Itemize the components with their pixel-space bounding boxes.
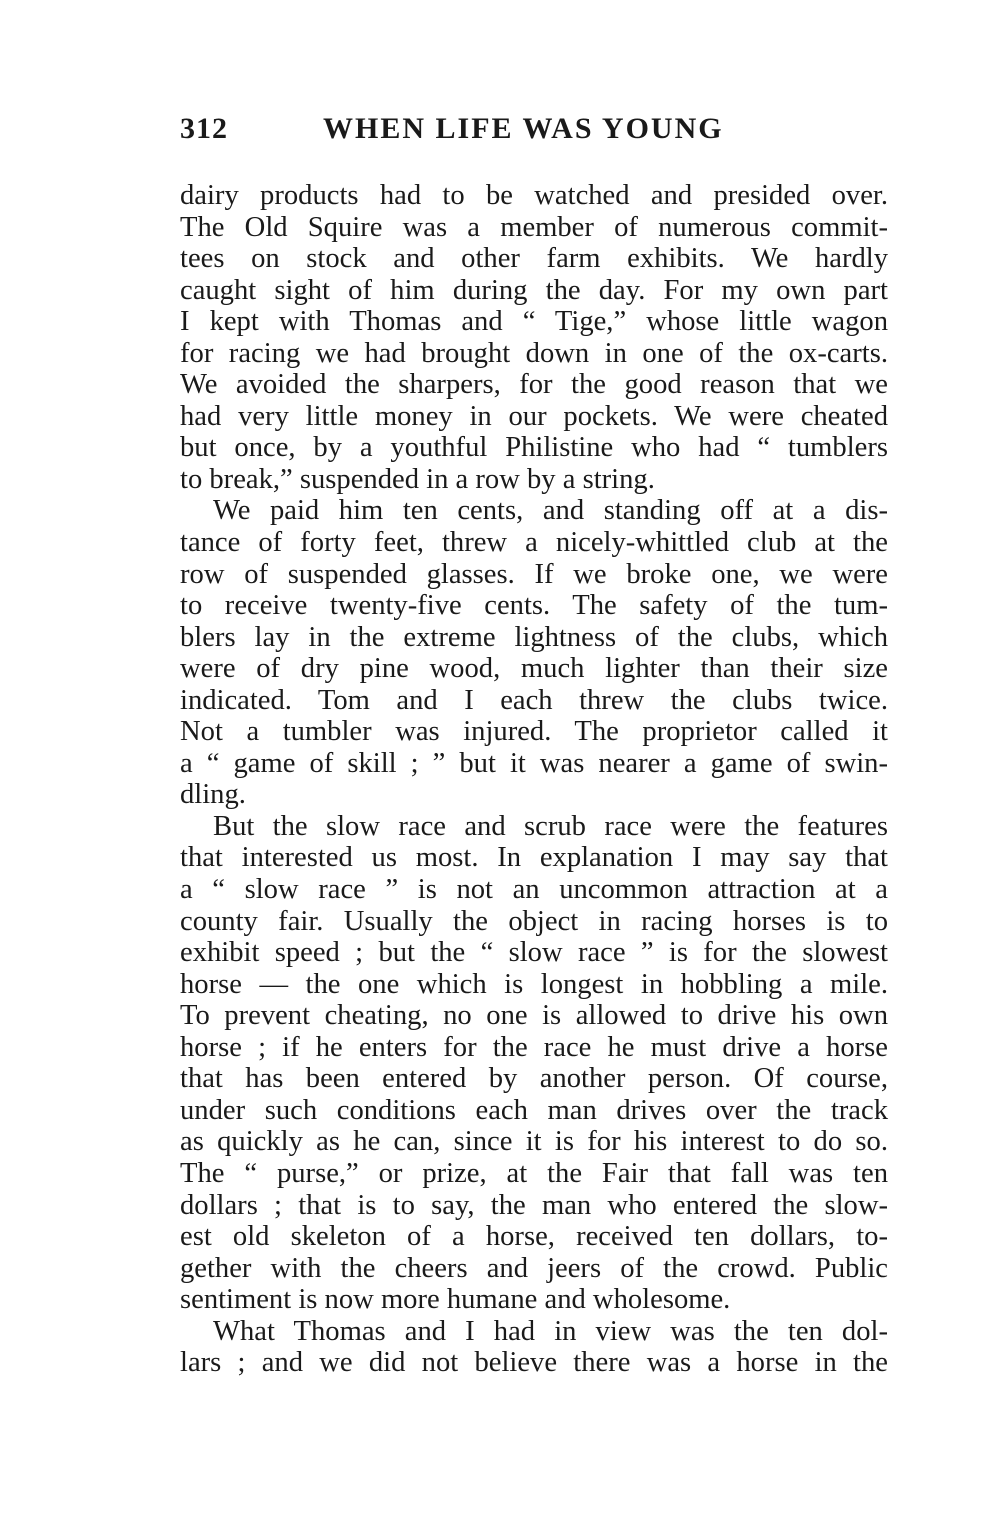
text-line: But the slow race and scrub race were the features — [213, 810, 888, 842]
text-line: horse ; if he enters for the race he must drive a horse — [180, 1031, 888, 1063]
text-line: We paid him ten cents, and standing off at a dis- — [213, 495, 888, 527]
text-line: that interested us most. In explanation I may say that — [180, 842, 888, 874]
text-line: that has been entered by another person. Of course, — [180, 1063, 888, 1095]
text-line: What Thomas and I had in view was the ten dol- — [213, 1315, 888, 1347]
text-line: tance of forty feet, threw a nicely-whittled club at the — [180, 527, 888, 559]
text-line: We avoided the sharpers, for the good reason that we — [180, 369, 888, 401]
text-line: To prevent cheating, no one is allowed to drive his own — [180, 1000, 888, 1032]
text-line: a “ slow race ” is not an uncommon attraction at a — [180, 874, 888, 906]
page-number: 312 — [180, 112, 228, 145]
text-line: blers lay in the extreme lightness of the clubs, which — [180, 621, 888, 653]
text-line: Not a tumbler was injured. The proprietor called it — [180, 716, 888, 748]
text-line: The Old Squire was a member of numerous commit- — [180, 211, 888, 243]
text-line: gether with the cheers and jeers of the crowd. Public — [180, 1252, 888, 1284]
text-line: a “ game of skill ; ” but it was nearer a game of swin- — [180, 747, 888, 779]
text-line: dling. — [180, 779, 246, 811]
text-line: indicated. Tom and I each threw the clubs twice. — [180, 684, 888, 716]
text-line: county fair. Usually the object in racing horses is to — [180, 905, 888, 937]
text-line: as quickly as he can, since it is for his interest to do so. — [180, 1126, 888, 1158]
body-text — [180, 180, 888, 1379]
running-title: WHEN LIFE WAS YOUNG — [323, 112, 724, 145]
text-line: were of dry pine wood, much lighter than their size — [180, 653, 888, 685]
text-line: est old skeleton of a horse, received ten dollars, to- — [180, 1221, 888, 1253]
text-line: for racing we had brought down in one of the ox-carts. — [180, 337, 888, 369]
text-line: had very little money in our pockets. We were cheated — [180, 400, 888, 432]
text-line: to break,” suspended in a row by a string. — [180, 463, 655, 495]
text-line: row of suspended glasses. If we broke one, we were — [180, 558, 888, 590]
text-line: sentiment is now more humane and wholesome. — [180, 1284, 731, 1316]
text-line: lars ; and we did not believe there was a horse in the — [180, 1347, 888, 1379]
text-line: caught sight of him during the day. For my own part — [180, 274, 888, 306]
text-line: horse — the one which is longest in hobbling a mile. — [180, 968, 888, 1000]
text-line: under such conditions each man drives over the track — [180, 1094, 888, 1126]
text-line: I kept with Thomas and “ Tige,” whose little wagon — [180, 306, 888, 338]
text-line: dairy products had to be watched and presided over. — [180, 180, 888, 211]
running-header — [180, 112, 900, 152]
text-line: but once, by a youthful Philistine who had “ tumblers — [180, 432, 888, 464]
text-line: dollars ; that is to say, the man who entered the slow- — [180, 1189, 888, 1221]
text-line: tees on stock and other farm exhibits. We hardly — [180, 243, 888, 275]
text-line: to receive twenty-five cents. The safety of the tum- — [180, 590, 888, 622]
text-line: The “ purse,” or prize, at the Fair that fall was ten — [180, 1157, 888, 1189]
text-line: exhibit speed ; but the “ slow race ” is for the slowest — [180, 937, 888, 969]
